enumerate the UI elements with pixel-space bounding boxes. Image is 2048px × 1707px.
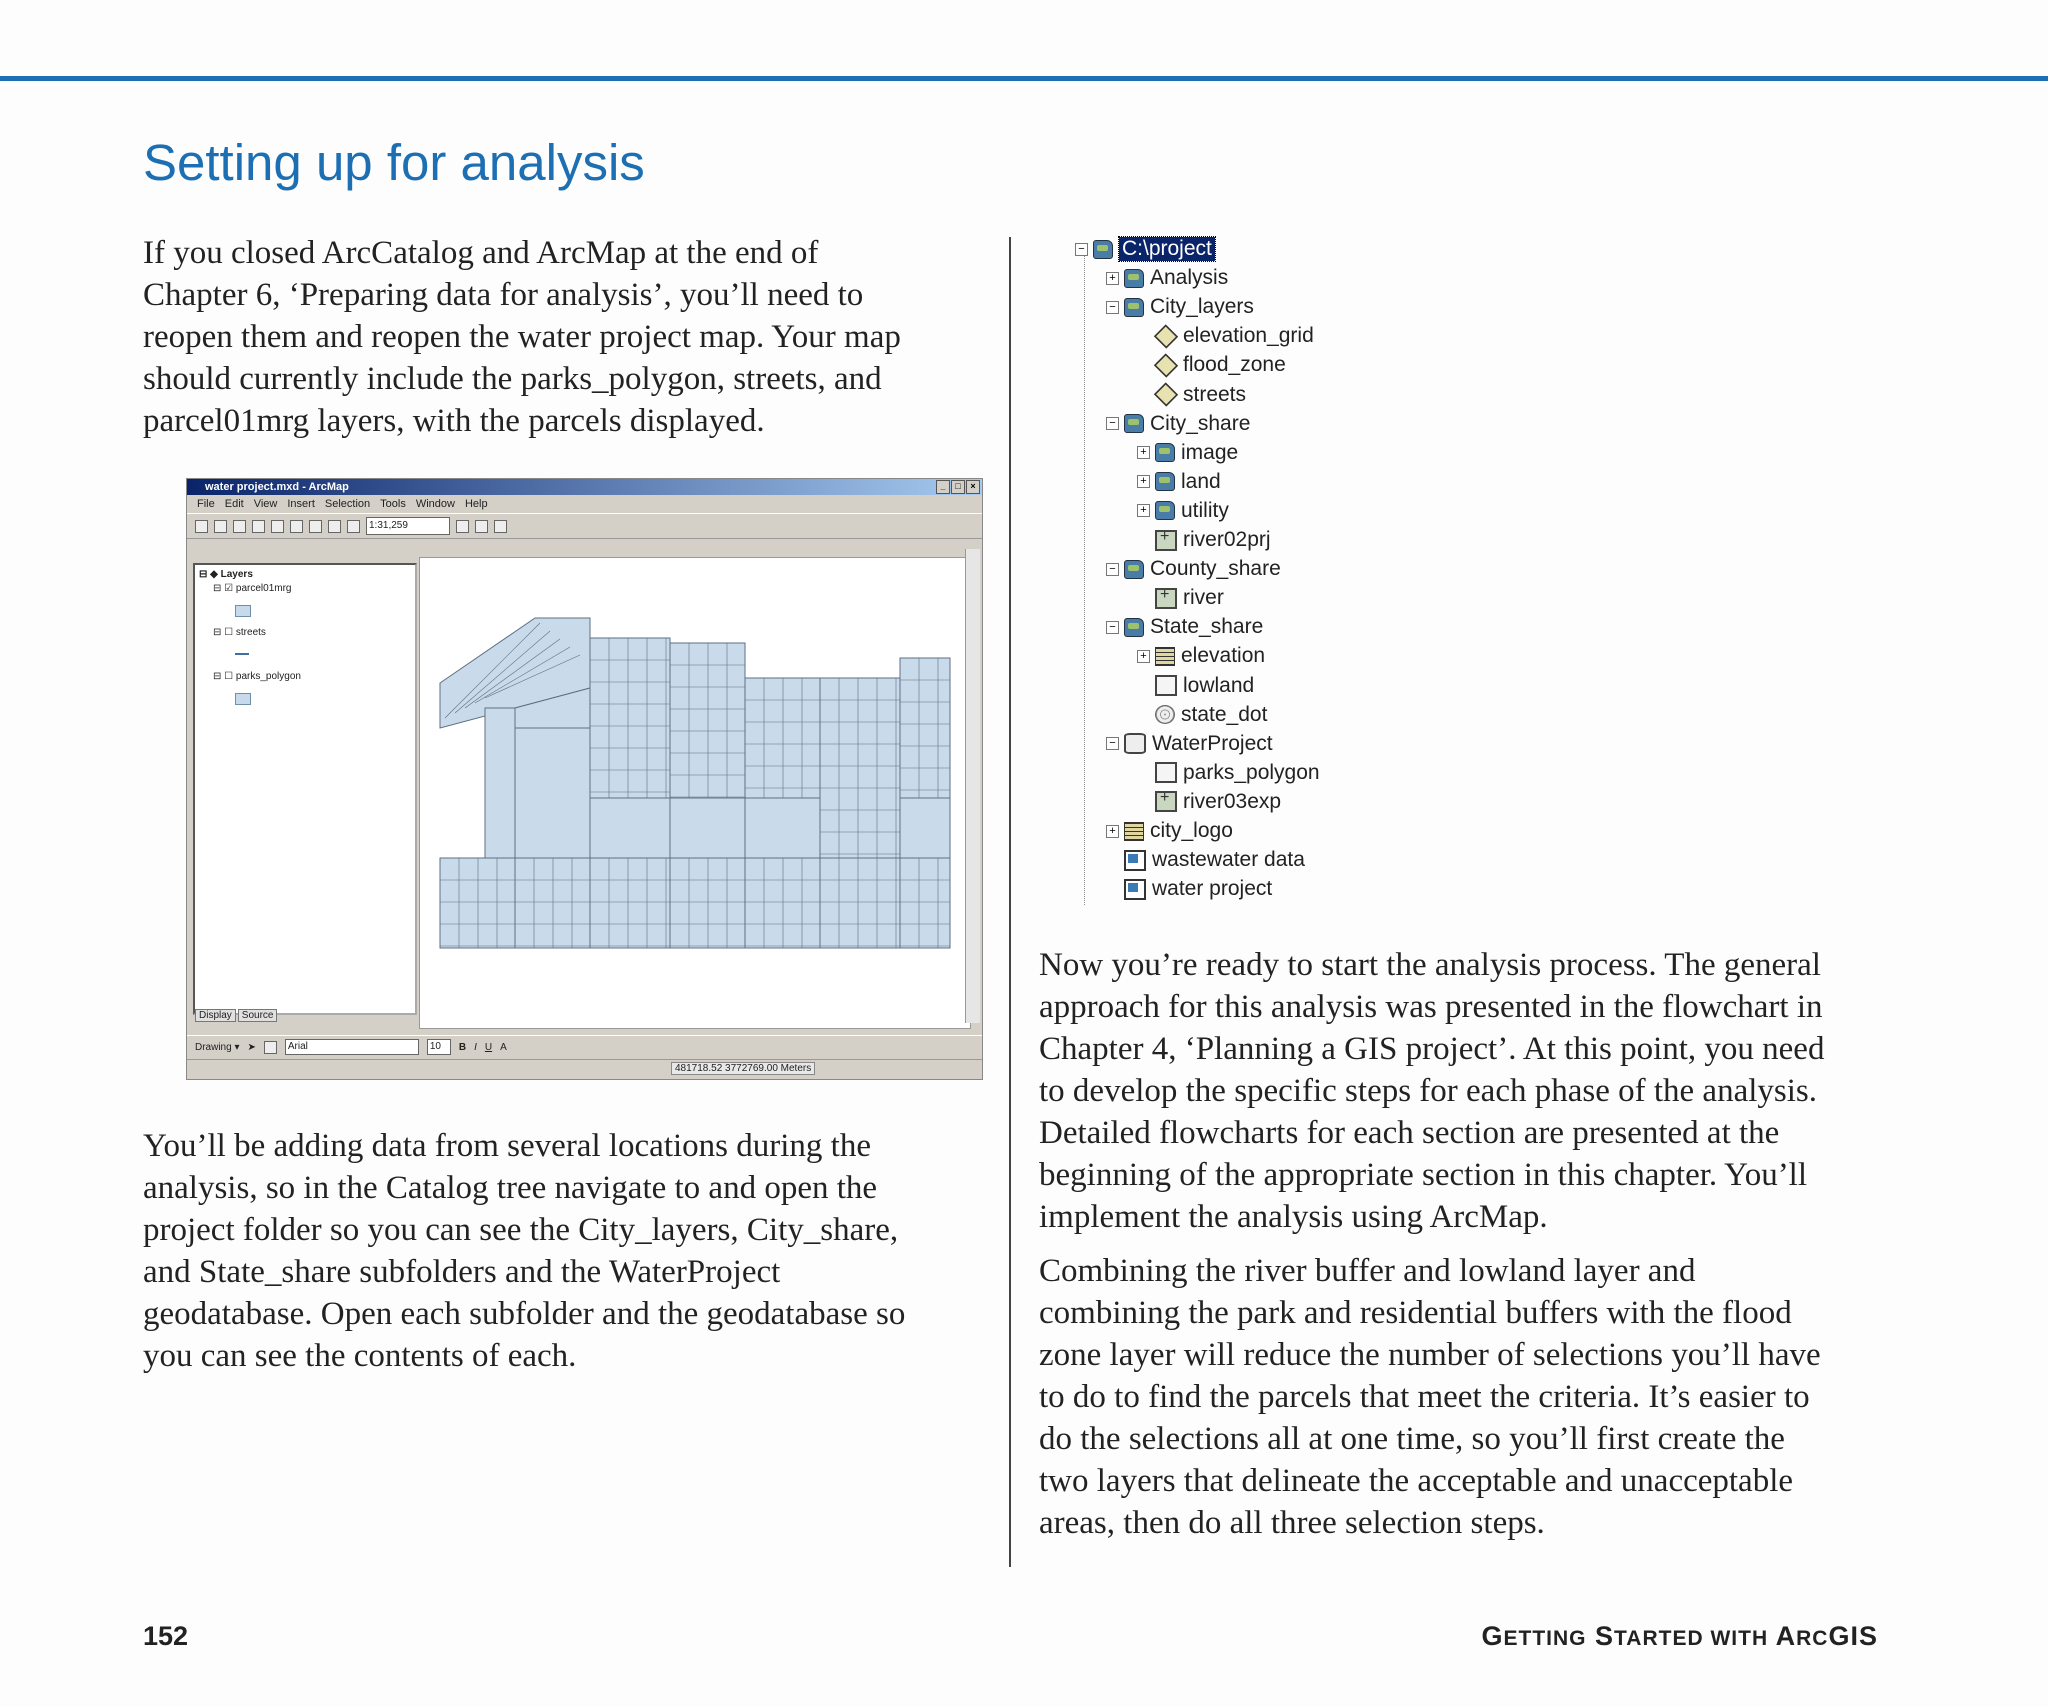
folder-icon [1155, 501, 1175, 520]
text-line: and State_share subfolders and the WaterProject [143, 1254, 781, 1290]
bold-button[interactable]: B [458, 1041, 467, 1053]
text-line: geodatabase. Open each subfolder and the geodatabase so [143, 1296, 906, 1332]
tree-item[interactable] [1137, 382, 1246, 408]
close-button[interactable]: × [966, 480, 980, 494]
text-line: If you closed ArcCatalog and ArcMap at the end of [143, 235, 819, 271]
coverage-icon [1154, 324, 1178, 348]
tree-item-label: wastewater data [1152, 848, 1305, 872]
tree-item-label: land [1181, 469, 1221, 493]
parcel-block [590, 798, 670, 858]
open-icon[interactable] [214, 520, 227, 533]
coordinate-readout: 481718.52 3772769.00 Meters [671, 1062, 815, 1075]
intro-paragraph [143, 232, 963, 442]
tree-item-label: lowland [1183, 673, 1255, 697]
save-icon[interactable] [233, 520, 246, 533]
text-line: Chapter 6, ‘Preparing data for analysis’, you’ll need to [143, 277, 864, 313]
toc-layer-parcels[interactable]: ⊟ ☑ parcel01mrg [213, 583, 292, 594]
text-line: you can see the contents of each. [143, 1338, 577, 1374]
coverage-icon [1154, 382, 1178, 406]
folder-icon [1124, 560, 1144, 579]
tree-item[interactable] [1137, 760, 1320, 786]
shapefile-icon [1155, 588, 1177, 609]
tree-item[interactable] [1106, 265, 1228, 291]
text-line: to develop the specific steps for each phase of the analysis. [1039, 1073, 1817, 1109]
toc-layer-label: parks_polygon [235, 671, 301, 682]
raster-icon [1155, 647, 1175, 666]
minimize-button[interactable]: _ [936, 480, 950, 494]
parcel-block [670, 858, 745, 948]
tree-item[interactable] [1106, 876, 1272, 902]
text-line: approach for this analysis was presented in the flowchart in [1039, 989, 1823, 1025]
folder-icon [1155, 443, 1175, 462]
parcel-map [420, 558, 970, 1028]
text-line: two layers that delineate the acceptable and unacceptable [1039, 1463, 1794, 1499]
catalog-tree [1075, 236, 1395, 911]
font-size-select[interactable]: 10 [427, 1039, 451, 1055]
tree-item[interactable] [1106, 818, 1233, 844]
folder-icon [1155, 472, 1175, 491]
parcel-block [485, 708, 515, 858]
parcel-block [590, 638, 670, 798]
menu-item-help[interactable]: Help [464, 498, 488, 510]
tree-item[interactable] [1137, 469, 1221, 495]
arccatalog-icon[interactable] [475, 520, 488, 533]
parcel-block [440, 858, 515, 948]
tree-item-label: river02prj [1183, 528, 1271, 551]
parcel-block [900, 658, 950, 798]
expand-icon[interactable]: + [1137, 650, 1150, 663]
print-icon[interactable] [252, 520, 265, 533]
collapse-icon[interactable]: − [1106, 301, 1119, 314]
catalog-paragraph [143, 1125, 973, 1377]
text-line: do the selections all at one time, so you’ll first create the [1039, 1421, 1785, 1457]
tree-item-label: Analysis [1150, 266, 1229, 290]
tree-item[interactable] [1075, 236, 1215, 262]
running-title-part: G [1481, 1621, 1504, 1651]
delete-icon[interactable] [328, 520, 341, 533]
cut-icon[interactable] [271, 520, 284, 533]
tree-item-label: County_share [1150, 557, 1281, 581]
expand-icon[interactable]: + [1106, 272, 1119, 285]
parcel-block [590, 858, 670, 948]
tab-display[interactable]: Display [195, 1009, 236, 1022]
tree-item[interactable] [1106, 731, 1273, 757]
combining-paragraph [1039, 1250, 1929, 1544]
tree-item-label: river [1183, 586, 1224, 610]
collapse-icon[interactable]: − [1106, 737, 1119, 750]
running-title-part: A [1768, 1621, 1797, 1651]
help-icon[interactable] [494, 520, 507, 533]
parcel-block [900, 858, 950, 948]
page-number: 152 [143, 1621, 189, 1651]
running-title-part: TARTED [1614, 1627, 1704, 1650]
streets-symbol [235, 653, 249, 655]
parcel-block [745, 798, 820, 858]
parcel-block [900, 798, 950, 858]
text-line: Now you’re ready to start the analysis process. The general [1039, 947, 1821, 983]
column-divider [1009, 237, 1011, 1567]
expand-icon[interactable]: + [1137, 475, 1150, 488]
map-document-icon [1124, 850, 1146, 871]
map-view[interactable] [419, 557, 971, 1029]
collapse-icon[interactable]: − [1106, 563, 1119, 576]
arcmap-window [186, 478, 983, 1080]
tree-item[interactable] [1106, 556, 1281, 582]
text-line: Detailed flowcharts for each section are presented at the [1039, 1115, 1780, 1151]
add-data-icon[interactable] [347, 520, 360, 533]
folder-icon [1124, 298, 1144, 317]
tree-item[interactable] [1137, 498, 1229, 524]
font-color-icon[interactable]: A [500, 1041, 507, 1053]
page-title: Setting up for analysis [143, 134, 645, 191]
shapefile-icon [1155, 791, 1177, 812]
shapefile-icon [1155, 530, 1177, 551]
editor-icon[interactable] [456, 520, 469, 533]
toc-layer-label: parcel01mrg [235, 583, 292, 594]
folder-icon [1124, 618, 1144, 637]
window-title: water project.mxd - ArcMap [205, 481, 349, 493]
collapse-icon[interactable]: − [1106, 417, 1119, 430]
tree-item[interactable] [1137, 440, 1238, 466]
tab-source[interactable]: Source [238, 1009, 278, 1022]
menu-item-view[interactable]: View [253, 498, 278, 510]
text-line: Combining the river buffer and lowland layer and [1039, 1253, 1696, 1289]
toc-layer-label: streets [235, 627, 266, 638]
tree-item[interactable] [1106, 847, 1305, 873]
text-line: analysis, so in the Catalog tree navigate to and open the [143, 1170, 878, 1206]
status-bar [187, 1059, 982, 1078]
expand-icon[interactable]: + [1137, 446, 1150, 459]
folder-icon [1124, 414, 1144, 433]
raster-icon [1124, 822, 1144, 841]
tree-item-label: flood_zone [1183, 353, 1286, 377]
running-title-part: WITH [1710, 1627, 1769, 1650]
map-scale-input[interactable]: 1:31,259 [366, 517, 450, 535]
tree-item[interactable] [1137, 702, 1267, 728]
analysis-paragraph [1039, 944, 1929, 1238]
tree-item-label: C:\project [1119, 237, 1215, 261]
parks-symbol [235, 693, 251, 705]
menu-item-tools[interactable]: Tools [380, 498, 406, 510]
standard-toolbar [187, 513, 982, 539]
menu-item-window[interactable]: Window [415, 498, 455, 510]
maximize-button[interactable]: □ [951, 480, 965, 494]
running-title [1482, 1621, 1879, 1652]
tree-item[interactable] [1137, 789, 1281, 815]
parcel-block [515, 728, 590, 858]
tree-item[interactable] [1106, 614, 1263, 640]
text-line: combining the park and residential buffers with the flood [1039, 1295, 1792, 1331]
tree-item[interactable] [1137, 643, 1265, 669]
parcel-block [670, 798, 745, 858]
tree-item-label: city_logo [1150, 819, 1233, 842]
text-line: to do to find the parcels that meet the criteria. It’s easier to [1039, 1379, 1810, 1415]
toc-root-label: Layers [220, 569, 253, 580]
tree-item-label: State_share [1150, 615, 1264, 639]
tree-item-label: water project [1152, 877, 1273, 901]
polygon-icon [1155, 675, 1177, 696]
header-rule [0, 76, 2048, 81]
polygon-icon [1155, 762, 1177, 783]
tree-item-label: elevation_grid [1183, 324, 1314, 348]
tree-item-label: City_layers [1150, 295, 1254, 319]
geodatabase-icon [1124, 733, 1146, 754]
collapse-icon[interactable]: − [1106, 621, 1119, 634]
table-of-contents [193, 563, 417, 1015]
text-line: project folder so you can see the City_layers, City_share, [143, 1212, 899, 1248]
parcel-block [745, 858, 820, 948]
copy-icon[interactable] [290, 520, 303, 533]
running-title-part: GIS [1828, 1621, 1878, 1651]
drawing-toolbar [187, 1035, 983, 1058]
menu-item-insert[interactable]: Insert [287, 498, 315, 510]
tree-item-label: image [1181, 440, 1239, 464]
paste-icon[interactable] [309, 520, 322, 533]
folder-icon [1124, 269, 1144, 288]
toc-layer-parks[interactable]: ⊟ ☐ parks_polygon [213, 671, 301, 682]
tree-item[interactable] [1137, 527, 1271, 553]
tree-item-label: streets [1183, 382, 1247, 406]
parcels-symbol [235, 605, 251, 617]
tree-item-label: river03exp [1183, 789, 1282, 813]
menu-item-file[interactable]: File [197, 498, 215, 510]
text-line: Chapter 4, ‘Planning a GIS project’. At this point, you need [1039, 1031, 1825, 1067]
tree-item-label: elevation [1181, 644, 1266, 668]
select-elements-icon[interactable]: ➤ [247, 1041, 256, 1053]
tree-item-label: City_share [1150, 411, 1251, 435]
toc-tabs [195, 1009, 277, 1022]
tree-item[interactable] [1137, 352, 1286, 378]
parcel-block [820, 678, 900, 858]
tree-item[interactable] [1137, 585, 1224, 611]
text-line: should currently include the parks_polygon, streets, and [143, 361, 882, 397]
italic-button[interactable]: I [474, 1041, 477, 1053]
text-line: beginning of the appropriate section in this chapter. You’ll [1039, 1157, 1808, 1193]
collapse-icon[interactable]: − [1075, 243, 1088, 256]
globe-icon [1155, 705, 1175, 724]
parcel-block [515, 858, 590, 948]
text-line: implement the analysis using ArcMap. [1039, 1199, 1548, 1235]
tree-item-label: WaterProject [1152, 731, 1273, 755]
text-line: reopen them and reopen the water project map. Your map [143, 319, 901, 355]
toc-root[interactable]: ⊟ ◆ Layers [199, 569, 253, 580]
folder-icon [1093, 240, 1113, 259]
tree-item-label: parks_polygon [1183, 760, 1320, 784]
tree-item[interactable] [1106, 411, 1250, 437]
tree-item-label: utility [1181, 498, 1229, 522]
arcmap-titlebar [187, 479, 982, 495]
menu-item-selection[interactable]: Selection [324, 498, 371, 510]
drawing-menu[interactable]: Drawing ▾ [195, 1041, 240, 1053]
toc-layer-streets[interactable]: ⊟ ☐ streets [213, 627, 266, 638]
new-icon[interactable] [195, 520, 208, 533]
text-line: You’ll be adding data from several locations during the [143, 1128, 871, 1164]
running-title-part: RC [1796, 1627, 1829, 1650]
tree-item[interactable] [1137, 323, 1314, 349]
parcel-block [745, 678, 820, 798]
text-line: areas, then do all three selection steps. [1039, 1505, 1545, 1541]
map-document-icon [1124, 879, 1146, 900]
menu-bar [187, 495, 982, 513]
expand-icon[interactable]: + [1106, 825, 1119, 838]
tree-item[interactable] [1137, 673, 1254, 699]
coverage-icon [1154, 353, 1178, 377]
font-name-select[interactable]: Arial [285, 1039, 419, 1055]
tree-item[interactable] [1106, 294, 1254, 320]
menu-item-edit[interactable]: Edit [224, 498, 244, 510]
tree-item-label: state_dot [1181, 702, 1268, 726]
text-line: zone layer will reduce the number of selections you’ll have [1039, 1337, 1821, 1373]
parcel-block [820, 858, 900, 948]
running-title-part: ETTING [1503, 1627, 1587, 1650]
text-line: parcel01mrg layers, with the parcels displayed. [143, 403, 765, 439]
map-vertical-scrollbar[interactable] [965, 549, 980, 1023]
expand-icon[interactable]: + [1137, 504, 1150, 517]
underline-button[interactable]: U [484, 1041, 493, 1053]
rectangle-tool-icon[interactable] [264, 1041, 277, 1054]
running-title-part: S [1586, 1621, 1615, 1651]
